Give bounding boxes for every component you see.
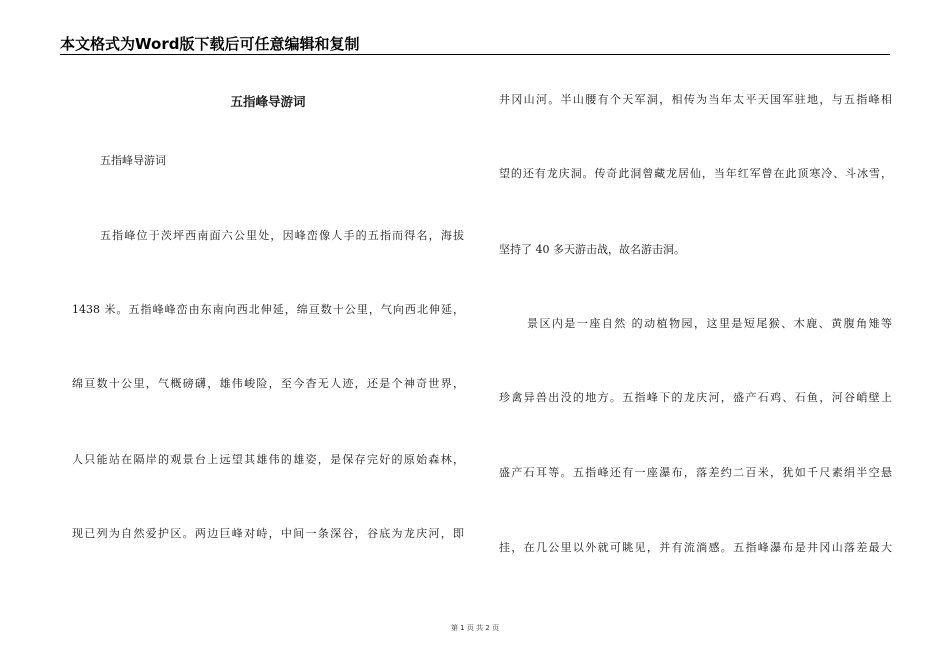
subtitle-line: 五指峰导游词	[100, 154, 166, 167]
document-header: 本文格式为Word版下载后可任意编辑和复制	[60, 35, 360, 53]
text-line: 现已列为自然爱护区。两边巨峰对峙，中间一条深谷，谷底为龙庆河，即	[72, 527, 464, 540]
text-line: 1438 米。五指峰峰峦由东南向西北伸延，绵亘数十公里，气向西北伸延，	[72, 303, 464, 316]
right-column	[499, 0, 892, 672]
document-title: 五指峰导游词	[230, 94, 306, 109]
text-line: 盛产石耳等。五指峰还有一座瀑布，落差约二百米，犹如千尺素绢半空悬	[499, 466, 892, 479]
text-line: 坚持了 40 多天游击战，故名游击洞。	[499, 243, 685, 256]
text-line: 井冈山河。半山腰有个天军洞，相传为当年太平天国军驻地，与五指峰相	[499, 93, 892, 106]
text-line: 人只能站在隔岸的观景台上远望其雄伟的雄姿，是保存完好的原始森林，	[72, 453, 464, 466]
page-number: 第 1 页 共 2 页	[450, 624, 500, 632]
text-line: 望的还有龙庆洞。传奇此洞曾藏龙居仙，当年红军曾在此顶寒冷、斗冰雪，	[499, 167, 892, 180]
text-line: 景区内是一座自然 的动植物园，这里是短尾猴、木鹿、黄腹角雉等	[527, 317, 892, 330]
text-line: 挂，在几公里以外就可眺见，并有流淌感。五指峰瀑布是井冈山落差最大	[499, 541, 892, 554]
left-column	[72, 0, 464, 672]
text-line: 珍禽异兽出没的地方。五指峰下的龙庆河，盛产石鸡、石鱼，河谷峭壁上	[499, 391, 892, 404]
text-line: 五指峰位于茨坪西南面六公里处，因峰峦像人手的五指而得名，海拔	[100, 229, 464, 242]
text-line: 绵亘数十公里，气概磅礴，雄伟峻险，至今杳无人迹，还是个神奇世界，	[72, 377, 464, 390]
